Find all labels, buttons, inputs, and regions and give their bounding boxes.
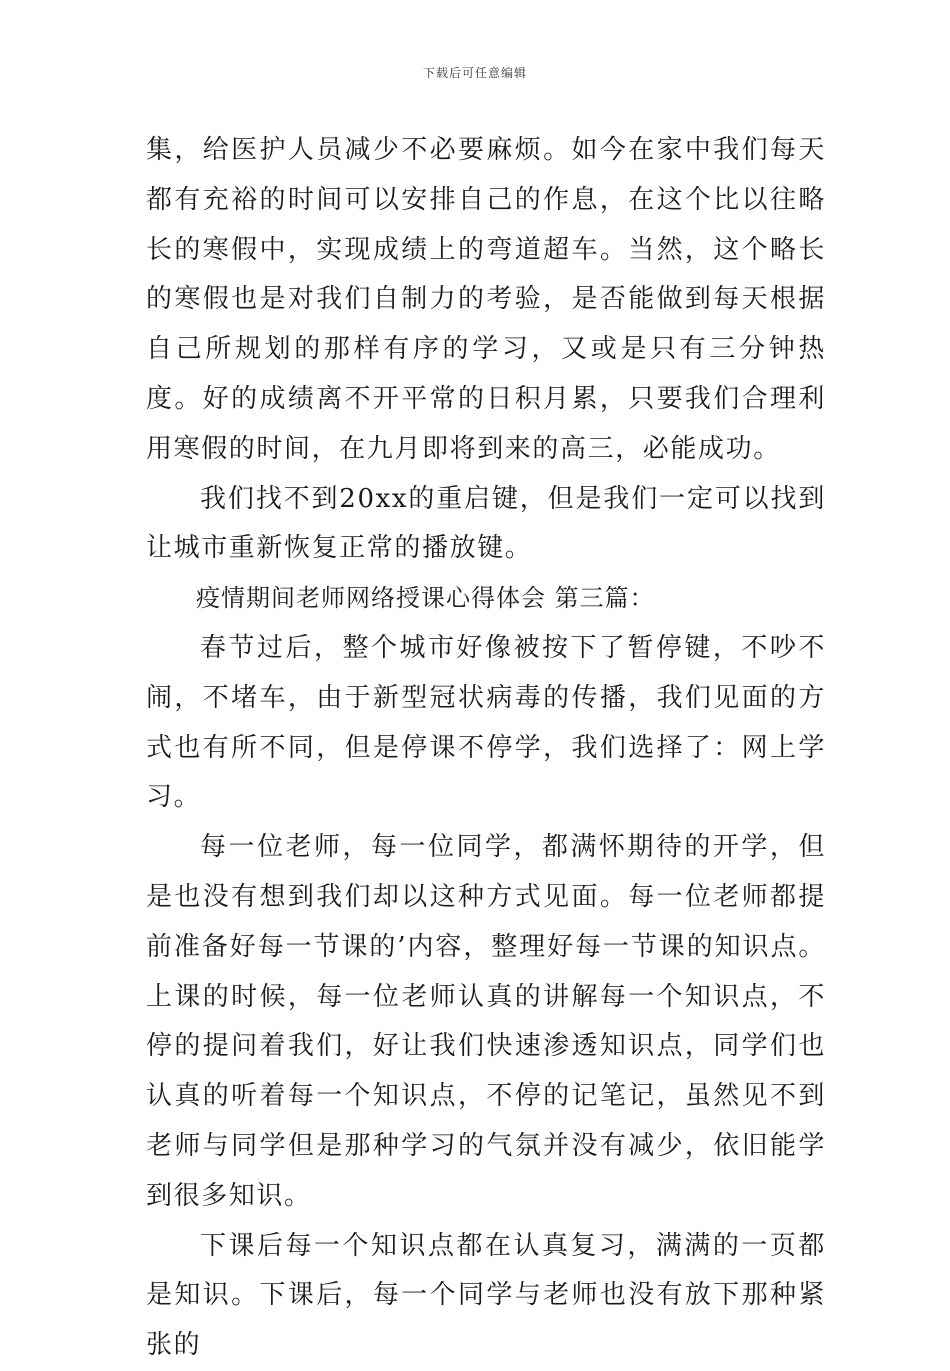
paragraph-online-class: 每一位老师，每一位同学，都满怀期待的开学，但是也没有想到我们却以这种方式见面。每一位老师都提前准备好每一节课的’内容，整理好每一节课的知识点。上课的时候，每一位老师认真的讲解每一个知识点，不停的提问着我们，好让我们快速渗透知识点，同学们也认真的听着每一个知识点，不停的记笔记，虽然见不到老师与同学但是那种学习的气氛并没有减少，依旧能学到很多知识。: [146, 832, 826, 1211]
paragraph-after-class: 下课后每一个知识点都在认真复习，满满的一页都是知识。下课后，每一个同学与老师也没有放下那种紧张的: [146, 1230, 826, 1361]
header-note: 下载后可任意编辑: [422, 66, 527, 80]
paragraph-restart-key: 我们找不到20xx的重启键，但是我们一定可以找到让城市重新恢复正常的播放键。: [146, 483, 826, 564]
paragraph-spring-festival: 春节过后，整个城市好像被按下了暂停键，不吵不闹，不堵车，由于新型冠状病毒的传播，我们见面的方式也有所不同，但是停课不停学，我们选择了：网上学习。: [146, 632, 826, 813]
section-heading: 疫情期间老师网络授课心得体会 第三篇：: [196, 584, 655, 613]
paragraph-continuation: 集，给医护人员减少不必要麻烦。如今在家中我们每天都有充裕的时间可以安排自己的作息，在这个比以往略长的寒假中，实现成绩上的弯道超车。当然，这个略长的寒假也是对我们自制力的考验，是否能做到每天根据自己所规划的那样有序的学习，又或是只有三分钟热度。好的成绩离不开平常的日积月累，只要我们合理利用寒假的时间，在九月即将到来的高三，必能成功。: [146, 135, 826, 464]
document-body: [146, 126, 826, 1371]
